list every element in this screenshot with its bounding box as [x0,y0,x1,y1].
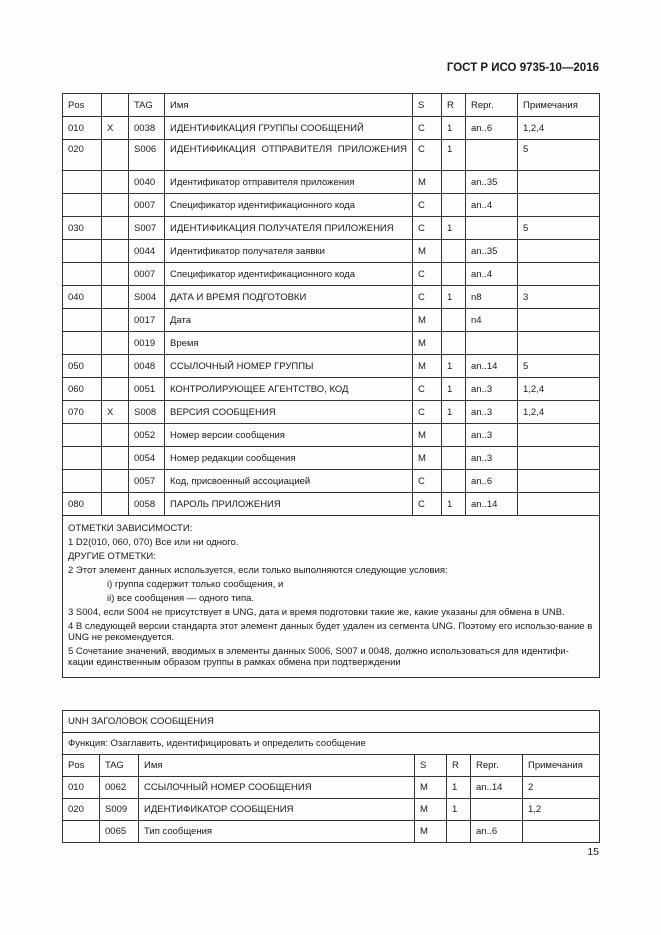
segment-table-unh [62,710,600,843]
cell-s: C [413,140,442,171]
cell-name: КОНТРОЛИРУЮЩЕЕ АГЕНТСТВО, КОД [165,378,413,401]
cell-s: M [415,821,447,843]
cell-repr: an..6 [471,821,523,843]
cell-s: M [415,777,447,799]
cell-tag: 0057 [129,470,165,493]
cell-name: Дата [165,309,413,332]
cell-repr: n8 [466,286,518,309]
cell-notes: 2 [523,777,600,799]
cell-s: C [413,194,442,217]
cell-tag: 0019 [129,332,165,355]
cell-repr: an..3 [466,447,518,470]
cell-x [102,286,129,309]
cell-repr: n4 [466,309,518,332]
cell-name: ССЫЛОЧНЫЙ НОМЕР ГРУППЫ [165,355,413,378]
note-4: 4 В следующей версии стандарта этот элемент данных будет удален из сегмента UNG. Поэтому его использо-вание в UNG не рекомендуется. [68,621,593,643]
cell-tag: 0044 [129,240,165,263]
cell-x [102,140,129,171]
cell-s: M [413,240,442,263]
cell-pos: 010 [63,117,102,140]
table-row [63,217,600,240]
cell-r [442,470,466,493]
table-row [63,821,600,843]
cell-pos [63,309,102,332]
cell-name: Имя [139,755,415,777]
cell-name: ИДЕНТИФИКАТОР СООБЩЕНИЯ [139,799,415,821]
cell-notes [518,171,600,194]
cell-x [102,217,129,240]
cell-r [442,309,466,332]
cell-s: M [413,424,442,447]
cell-r: 1 [442,286,466,309]
table-row [63,424,600,447]
cell-tag: 0062 [100,777,139,799]
cell-pos [63,424,102,447]
cell-s: M [413,171,442,194]
cell-notes [518,493,600,516]
cell-pos: 070 [63,401,102,424]
table-row [63,447,600,470]
note-2-condition-i: i) группа содержит только сообщения, и [107,579,284,590]
cell-s: C [413,470,442,493]
cell-pos: 080 [63,493,102,516]
cell-r: 1 [442,355,466,378]
cell-r: 1 [442,217,466,240]
cell-name: ПАРОЛЬ ПРИЛОЖЕНИЯ [165,493,413,516]
note-5: 5 Сочетание значений, вводимых в элементы данных S006, S007 и 0048, должно использоваться для идентифи-кации единственным образом группы в рамках обмена при подтверждении [68,646,569,668]
cell-x [102,447,129,470]
cell-s: S [413,94,442,117]
table-row [63,309,600,332]
segment-function: Функция: Озаглавить, идентифицировать и определить сообщение [63,733,600,755]
cell-repr: an..14 [466,355,518,378]
cell-pos [63,263,102,286]
cell-notes [523,821,600,843]
cell-s: C [413,493,442,516]
cell-pos: 020 [63,140,102,171]
cell-tag: 0051 [129,378,165,401]
cell-notes [518,263,600,286]
cell-r: 1 [442,378,466,401]
cell-r: 1 [442,140,466,171]
cell-tag: S007 [129,217,165,240]
table-row [63,140,600,171]
segment-table-body [63,94,600,516]
segment-title: UNH ЗАГОЛОВОК СООБЩЕНИЯ [63,711,600,733]
cell-s: M [415,799,447,821]
note-3: 3 S004, если S004 не присутствует в UNG, дата и время подготовки такие же, какие указаны для обмена в UNB. [68,607,565,618]
cell-name: Спецификатор идентификационного кода [165,194,413,217]
page-number: 15 [587,846,599,858]
table-row [63,401,600,424]
cell-r [442,171,466,194]
cell-s: C [413,401,442,424]
dependency-notes-title: ОТМЕТКИ ЗАВИСИМОСТИ: [68,523,193,534]
cell-x [102,470,129,493]
table-row [63,355,600,378]
cell-r: 1 [442,493,466,516]
document-header: ГОСТ Р ИСО 9735-10—2016 [446,62,599,74]
cell-r [442,263,466,286]
cell-pos: 050 [63,355,102,378]
cell-repr [466,217,518,240]
cell-s: M [413,309,442,332]
segment-table-ung [62,93,600,678]
cell-notes: 1,2,4 [518,378,600,401]
cell-tag: S008 [129,401,165,424]
cell-name: ДАТА И ВРЕМЯ ПОДГОТОВКИ [165,286,413,309]
note-2: 2 Этот элемент данных используется, если только выполняются следующие условия: [68,565,448,576]
cell-x [102,94,129,117]
cell-x [102,355,129,378]
cell-name: Идентификатор отправителя приложения [165,171,413,194]
header-row [63,755,600,777]
cell-notes: 5 [518,355,600,378]
cell-notes: 1,2,4 [518,401,600,424]
cell-tag: 0007 [129,263,165,286]
cell-repr: an..14 [466,493,518,516]
cell-tag: 0058 [129,493,165,516]
cell-pos: 020 [63,799,100,821]
cell-notes: 3 [518,286,600,309]
cell-notes: 5 [518,140,600,171]
cell-tag: 0052 [129,424,165,447]
table-row [63,470,600,493]
cell-pos: 060 [63,378,102,401]
cell-repr: an..6 [466,470,518,493]
table-row [63,263,600,286]
cell-name: Идентификатор получателя заявки [165,240,413,263]
cell-name: Спецификатор идентификационного кода [165,263,413,286]
table-row [63,777,600,799]
cell-repr: an..4 [466,263,518,286]
cell-tag: S006 [129,140,165,171]
cell-tag: TAG [100,755,139,777]
table-row [63,493,600,516]
cell-r [442,240,466,263]
cell-x [102,493,129,516]
cell-tag: 0065 [100,821,139,843]
cell-r [442,424,466,447]
cell-x [102,263,129,286]
cell-r: 1 [447,777,471,799]
header-row [63,94,600,117]
cell-pos [63,171,102,194]
cell-x [102,378,129,401]
cell-tag: 0007 [129,194,165,217]
cell-notes [518,332,600,355]
cell-x [102,194,129,217]
cell-tag: 0038 [129,117,165,140]
cell-notes [518,424,600,447]
cell-x [102,240,129,263]
cell-pos [63,240,102,263]
cell-notes [518,240,600,263]
cell-repr: an..14 [471,777,523,799]
cell-repr [466,332,518,355]
cell-tag: 0048 [129,355,165,378]
cell-s: C [413,117,442,140]
cell-r: 1 [447,799,471,821]
cell-tag: 0054 [129,447,165,470]
cell-s: S [415,755,447,777]
cell-notes [518,194,600,217]
cell-repr: an..35 [466,171,518,194]
cell-name: Номер версии сообщения [165,424,413,447]
cell-s: M [413,355,442,378]
cell-name: ИДЕНТИФИКАЦИЯ ГРУППЫ СООБЩЕНИЙ [165,117,413,140]
cell-name: ССЫЛОЧНЫЙ НОМЕР СООБЩЕНИЯ [139,777,415,799]
cell-name: ВЕРСИЯ СООБЩЕНИЯ [165,401,413,424]
cell-s: C [413,378,442,401]
cell-tag: 0017 [129,309,165,332]
cell-pos [63,821,100,843]
cell-r [442,194,466,217]
cell-repr: an..6 [466,117,518,140]
cell-repr: an..4 [466,194,518,217]
cell-s: M [413,332,442,355]
notes-cell [63,516,600,678]
cell-x [102,424,129,447]
cell-notes: 5 [518,217,600,240]
cell-repr [471,799,523,821]
cell-r: 1 [442,401,466,424]
table-row [63,332,600,355]
table-row [63,240,600,263]
other-notes-title: ДРУГИЕ ОТМЕТКИ: [68,551,156,562]
cell-notes [518,309,600,332]
cell-s: C [413,286,442,309]
note-2-condition-ii: ii) все сообщения — одного типа. [107,593,255,604]
cell-notes [518,447,600,470]
cell-r: R [447,755,471,777]
cell-name: Время [165,332,413,355]
table-row [63,171,600,194]
cell-notes: 1,2 [523,799,600,821]
table-row [63,378,600,401]
cell-notes: Примечания [518,94,600,117]
cell-x [102,309,129,332]
cell-notes: Примечания [523,755,600,777]
cell-r [442,447,466,470]
cell-r [442,332,466,355]
cell-tag: TAG [129,94,165,117]
cell-x: X [102,401,129,424]
cell-name: Номер редакции сообщения [165,447,413,470]
cell-pos [63,470,102,493]
table-row [63,117,600,140]
cell-notes [518,470,600,493]
cell-name: ИДЕНТИФИКАЦИЯ ОТПРАВИТЕЛЯ ПРИЛОЖЕНИЯ [165,140,413,171]
table-row [63,194,600,217]
cell-pos [63,194,102,217]
cell-name: Код, присвоенный ассоциацией [165,470,413,493]
cell-s: C [413,263,442,286]
cell-repr: an..3 [466,424,518,447]
cell-pos: 040 [63,286,102,309]
segment-table-body [63,755,600,843]
cell-tag: S004 [129,286,165,309]
cell-repr: Repr. [471,755,523,777]
cell-s: M [413,447,442,470]
cell-name: Имя [165,94,413,117]
cell-repr: Repr. [466,94,518,117]
cell-name: Тип сообщения [139,821,415,843]
note-1: 1 D2(010, 060, 070) Все или ни одного. [68,537,239,548]
cell-r: 1 [442,117,466,140]
cell-repr [466,140,518,171]
table-row [63,799,600,821]
cell-s: C [413,217,442,240]
cell-pos: 010 [63,777,100,799]
cell-repr: an..35 [466,240,518,263]
cell-notes: 1,2,4 [518,117,600,140]
table-row [63,286,600,309]
cell-pos [63,332,102,355]
cell-tag: 0040 [129,171,165,194]
cell-r: R [442,94,466,117]
cell-pos: Pos [63,94,102,117]
cell-pos [63,447,102,470]
cell-tag: S009 [100,799,139,821]
cell-r [447,821,471,843]
cell-pos: 030 [63,217,102,240]
cell-repr: an..3 [466,378,518,401]
cell-name: ИДЕНТИФИКАЦИЯ ПОЛУЧАТЕЛЯ ПРИЛОЖЕНИЯ [165,217,413,240]
cell-x: X [102,117,129,140]
cell-repr: an..3 [466,401,518,424]
cell-x [102,171,129,194]
cell-x [102,332,129,355]
cell-pos: Pos [63,755,100,777]
